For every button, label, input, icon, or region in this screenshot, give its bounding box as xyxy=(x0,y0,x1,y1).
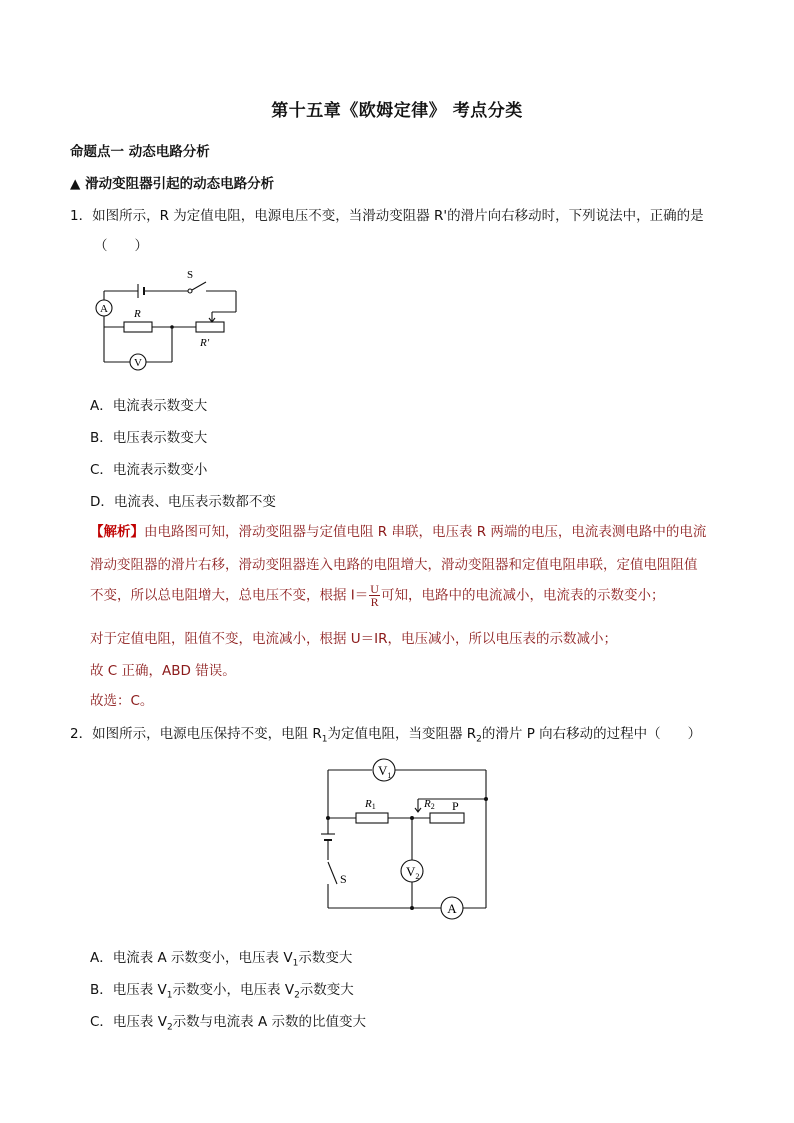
voltmeter-label: V xyxy=(134,357,142,369)
rheostat-r2 xyxy=(430,813,464,823)
q1-stem: 1．如图所示，R 为定值电阻，电源电压不变，当滑动变阻器 R'的滑片向右移动时，下列说法中，正确的是 xyxy=(70,208,704,224)
q1-answer-blank: （ ） xyxy=(94,238,148,254)
r1-label: R1 xyxy=(365,798,376,811)
fraction-u-over-r: $\frac{U}{R}$ xyxy=(370,582,379,609)
rheostat-r-prime xyxy=(196,322,224,332)
switch-contact xyxy=(188,289,192,293)
q1-analysis-answer: 故选：C。 xyxy=(90,693,154,709)
q1-option-a: A．电流表示数变大 xyxy=(90,398,208,414)
q1-option-b: B．电压表示数变大 xyxy=(90,430,208,446)
ammeter-label: A xyxy=(447,901,457,916)
p-label: P xyxy=(452,799,459,813)
resistor-r1 xyxy=(356,813,388,823)
q1-analysis-line2: 滑动变阻器的滑片右移，滑动变阻器连入电路的电阻增大，滑动变阻器和定值电阻串联，定值电阻阻值 xyxy=(90,557,698,573)
q1-analysis-line4: 对于定值电阻，阻值不变，电流减小，根据 U＝IR，电压减小，所以电压表的示数减小； xyxy=(90,631,618,647)
q1-option-c: C．电流表示数变小 xyxy=(90,462,208,478)
q1-circuit-diagram xyxy=(86,264,256,380)
page-title: 第十五章《欧姆定律》 考点分类 xyxy=(271,101,523,121)
resistor-r xyxy=(124,322,152,332)
q2-stem: 2．如图所示，电源电压保持不变，电阻 $R_1$为定值电阻，当变阻器 $R_2$的滑片 P 向右移动的过程中（ ） xyxy=(70,726,702,745)
ammeter-label: A xyxy=(100,303,108,315)
section-heading: 命题点一 动态电路分析 xyxy=(70,144,210,160)
q1-option-d: D．电流表、电压表示数都不变 xyxy=(90,494,276,510)
switch-lever xyxy=(328,862,337,884)
q1-analysis-line1 xyxy=(90,520,706,540)
q2-option-b: B．电压表 $V_1$示数变小，电压表 $V_2$示数变大 xyxy=(90,982,354,1001)
analysis-text: 可知，电路中的电流减小，电流表的示数变小； xyxy=(380,587,665,604)
resistor-label: R xyxy=(134,308,141,320)
subsection-heading: ▲ 滑动变阻器引起的动态电路分析 xyxy=(70,176,275,192)
q2-circuit-diagram xyxy=(318,756,498,922)
v1-label: $V_1$ xyxy=(378,763,392,780)
rheostat-label: R′ xyxy=(200,337,210,349)
switch-label: S xyxy=(340,872,347,886)
q1-analysis-line5: 故 C 正确，ABD 错误。 xyxy=(90,663,236,679)
r2-label: R2 xyxy=(424,798,435,811)
analysis-text: 由电路图可知，滑动变阻器与定值电阻 R 串联，电压表 R 两端的电压，电流表测电路中的电流 xyxy=(144,524,707,540)
analysis-tag: 【解析】 xyxy=(90,524,144,540)
analysis-text: 不变，所以总电阻增大，总电压不变，根据 I＝ xyxy=(90,587,369,604)
q2-option-a: A．电流表 A 示数变小，电压表 $V_1$示数变大 xyxy=(90,950,353,969)
q1-analysis-line3 xyxy=(90,583,664,608)
v2-label: $V_2$ xyxy=(406,864,420,881)
switch-lever xyxy=(192,282,206,290)
q2-option-c: C．电压表 $V_2$示数与电流表 A 示数的比值变大 xyxy=(90,1014,367,1033)
switch-label: S xyxy=(186,269,194,281)
